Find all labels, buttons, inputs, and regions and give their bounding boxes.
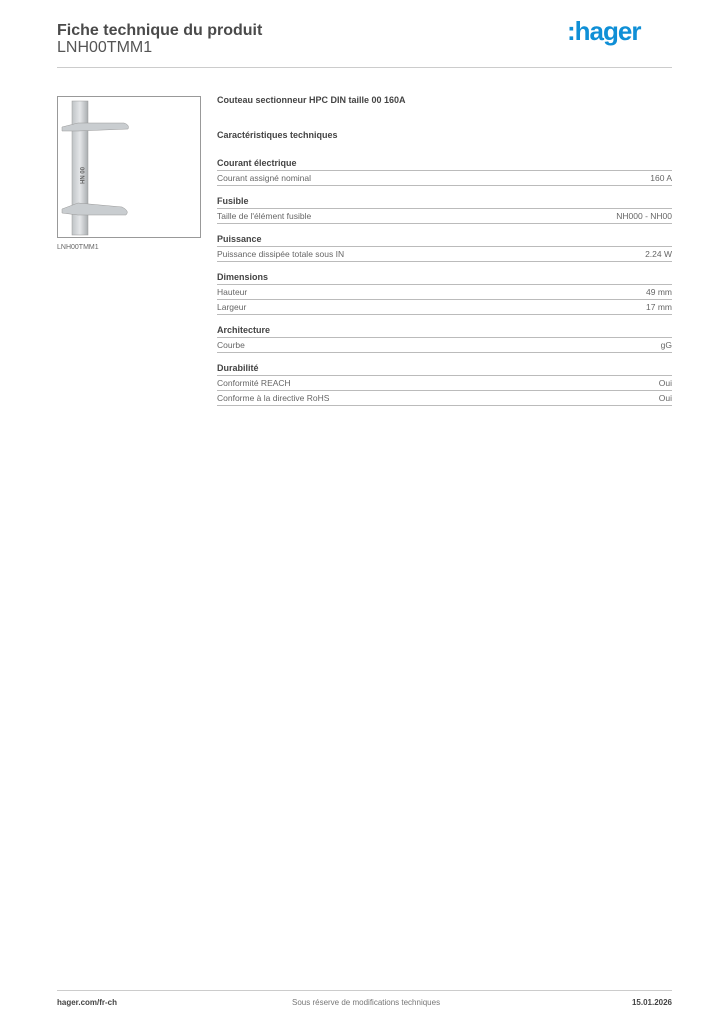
- spec-group-title: Architecture: [217, 323, 672, 338]
- spec-group-title: Durabilité: [217, 361, 672, 376]
- product-image: [57, 96, 201, 238]
- image-caption: LNH00TMM1: [57, 244, 99, 251]
- page-title: Fiche technique du produit: [57, 22, 263, 39]
- spec-group: [217, 270, 672, 315]
- product-description: Couteau sectionneur HPC DIN taille 00 160A: [217, 95, 406, 105]
- spec-group: [217, 156, 672, 186]
- spec-row: [217, 300, 672, 315]
- spec-value: 17 mm: [646, 302, 672, 312]
- spec-value: 2.24 W: [645, 249, 672, 259]
- section-title: Caractéristiques techniques: [217, 130, 338, 140]
- header-divider: [57, 67, 672, 68]
- spec-label: Largeur: [217, 302, 247, 312]
- image-marking: 00 NH: [78, 167, 84, 185]
- spec-label: Puissance dissipée totale sous IN: [217, 249, 345, 259]
- specifications: [217, 95, 672, 414]
- spec-group-title: Courant électrique: [217, 156, 672, 171]
- spec-value: 160 A: [650, 173, 672, 183]
- spec-value: NH000 - NH00: [616, 211, 672, 221]
- hager-logo: :hager: [567, 16, 641, 46]
- footer-website[interactable]: hager.com/fr-ch: [57, 998, 118, 1007]
- spec-row: [217, 171, 672, 186]
- spec-group-title: Puissance: [217, 232, 672, 247]
- spec-group: [217, 232, 672, 262]
- spec-label: Courbe: [217, 340, 245, 350]
- spec-value: gG: [660, 340, 672, 350]
- spec-group: [217, 361, 672, 406]
- spec-label: Courant assigné nominal: [217, 173, 312, 183]
- spec-row: [217, 209, 672, 224]
- spec-row: [217, 338, 672, 353]
- spec-row: [217, 247, 672, 262]
- spec-row: [217, 285, 672, 300]
- spec-value: 49 mm: [646, 287, 672, 297]
- spec-row: [217, 391, 672, 406]
- product-reference: LNH00TMM1: [57, 39, 153, 56]
- spec-group-title: Dimensions: [217, 270, 672, 285]
- spec-value: Oui: [658, 378, 672, 388]
- spec-label: Hauteur: [217, 287, 248, 297]
- spec-value: Oui: [658, 393, 672, 403]
- spec-label: Conforme à la directive RoHS: [217, 393, 330, 403]
- spec-row: [217, 376, 672, 391]
- footer-divider: [57, 990, 672, 991]
- footer-notice: Sous réserve de modifications techniques: [292, 998, 441, 1007]
- spec-group: [217, 194, 672, 224]
- spec-group-title: Fusible: [217, 194, 672, 209]
- spec-group: [217, 323, 672, 353]
- spec-label: Taille de l'élément fusible: [217, 211, 312, 221]
- footer-date: 15.01.2026: [631, 998, 672, 1007]
- spec-label: Conformité REACH: [217, 378, 291, 388]
